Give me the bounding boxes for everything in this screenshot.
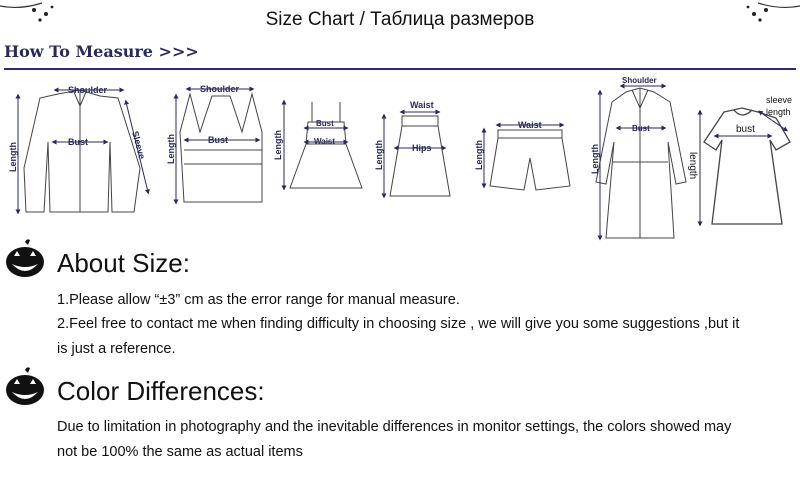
dress-length-label: Length (273, 130, 283, 160)
shorts-diagram (490, 130, 570, 190)
about-size-line-2: 2.Feel free to contact me when finding difficulty in choosing size , we will give you some suggestions ,but it (57, 316, 740, 332)
pumpkin-icon (3, 364, 47, 408)
about-size-line-3: is just a reference. (57, 341, 176, 357)
jacket-shoulder-label: Shoulder (68, 85, 108, 95)
top-bust-label: Bust (208, 135, 228, 145)
coat-bust-label: Bust (632, 124, 650, 133)
color-differences-heading: Color Differences: (57, 376, 265, 406)
jacket-bust-label: Bust (68, 137, 88, 147)
tee-length-label: length (687, 152, 698, 180)
how-to-measure-label: How To Measure (4, 42, 153, 61)
jacket-diagram (24, 90, 140, 212)
measurement-diagrams (0, 72, 800, 244)
tee-sleeve-length-label-1: sleeve (766, 95, 793, 105)
page-title: Size Chart / Таблица размеров (265, 9, 535, 30)
top-length-label: Length (166, 134, 176, 164)
top-diagram (180, 94, 262, 202)
top-shoulder-label: Shoulder (200, 84, 240, 94)
tee-bust-label: bust (736, 124, 755, 135)
how-to-measure-heading (4, 42, 199, 64)
skirt-length-label: Length (374, 140, 384, 170)
jacket-sleeve-label: Sleeve (130, 129, 148, 161)
pumpkin-icon (3, 236, 47, 280)
dress-waist-label: Waist (314, 137, 336, 146)
coat-diagram (596, 88, 686, 238)
arrows-icon: >>> (158, 42, 199, 61)
coat-length-label: Length (590, 144, 600, 174)
color-differences-line-1: Due to limitation in photography and the inevitable differences in monitor settings, the colors showed may (57, 419, 732, 435)
skirt-hips-label: Hips (412, 143, 432, 153)
skirt-diagram (390, 116, 450, 196)
color-differences-line-2: not be 100% the same as actual items (57, 444, 303, 460)
skirt-waist-label: Waist (410, 100, 434, 110)
coat-shoulder-label: Shoulder (622, 76, 657, 85)
title-bar (0, 0, 800, 40)
shorts-waist-label: Waist (518, 120, 542, 130)
branch-ornament-icon (740, 0, 800, 30)
about-size-line-1: 1.Please allow “±3” cm as the error range for manual measure. (57, 292, 460, 308)
about-size-heading: About Size: (57, 248, 190, 278)
shorts-length-label: Length (474, 140, 484, 170)
dress-bust-label: Bust (316, 119, 334, 128)
tee-sleeve-length-label-2: length (766, 107, 791, 117)
section-divider (4, 68, 796, 70)
jacket-length-label: Length (8, 142, 18, 172)
